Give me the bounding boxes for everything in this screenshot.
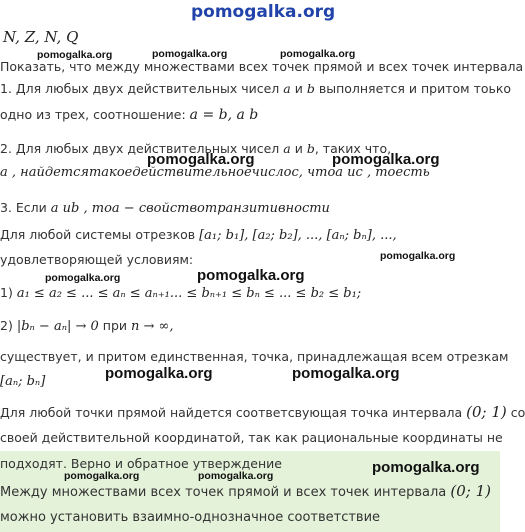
segments-math: [a₁; b₁], [a₂; b₂], ..., [aₙ; bₙ], ...,	[199, 228, 397, 243]
condition-2-when: при	[102, 318, 128, 333]
condition-1	[0, 285, 361, 301]
conclusion-tail: со	[510, 405, 525, 420]
axiom-1-line-2	[0, 107, 258, 123]
segments-line	[0, 227, 397, 243]
watermark: pomogalka.org	[280, 48, 356, 60]
interval-0-1: (0; 1)	[466, 403, 507, 421]
watermark: pomogalka.org	[105, 365, 213, 382]
existence-statement: существует, и притом единственная, точка, принадлежащая всем отрезкам	[0, 349, 509, 364]
condition-1-prefix: 1)	[0, 285, 13, 300]
conclusion-line-1	[0, 403, 525, 421]
watermark: pomogalka.org	[64, 470, 140, 482]
axiom-2-rest: , таких что,	[314, 141, 392, 156]
watermark: pomogalka.org	[198, 470, 274, 482]
axiom-2-text: 2. Для любых двух действительных чисел	[0, 141, 280, 156]
conditions-label: удовлетворяющей условиям:	[0, 252, 194, 267]
math-a: a	[283, 81, 291, 96]
math-b: b	[306, 81, 315, 96]
segments-text: Для любой системы отрезков	[0, 227, 196, 242]
and-word: и	[294, 141, 303, 156]
math-relation: a = b, a b	[189, 107, 259, 123]
condition-2-prefix: 2)	[0, 318, 13, 333]
math-b: b	[306, 141, 315, 156]
task-statement: Показать, что между множествами всех точек прямой и всех точек интервала	[0, 59, 524, 74]
math-a: a	[283, 141, 291, 156]
axiom-1-rest: выполняется и притом тоько	[318, 81, 512, 96]
watermark: pomogalka.org	[380, 250, 456, 262]
axiom-3	[0, 200, 330, 216]
watermark: pomogalka.org	[37, 49, 113, 61]
axiom-2-math: a , найдетсятакоедействительноечислос, чтоа ис , тоесть	[0, 165, 430, 180]
axiom-1-line-1	[0, 81, 511, 96]
condition-2-math: |bₙ − aₙ| → 0	[16, 319, 99, 334]
watermark: pomogalka.org	[147, 151, 255, 168]
axiom-3-prefix: 3. Если	[0, 200, 47, 215]
interval-math: [aₙ; bₙ]	[0, 374, 46, 389]
condition-2	[0, 318, 174, 334]
conclusion-line-2: своей действительной координатой, так как рациональные координаты не	[0, 430, 503, 445]
watermark: pomogalka.org	[152, 48, 228, 60]
axiom-3-math: a ub , тоа − свойствотранзитивности	[50, 201, 330, 216]
watermark: pomogalka.org	[197, 267, 305, 284]
conclusion-text-1: Для любой точки прямой найдется соответсвующая точка интервала	[0, 405, 463, 420]
axiom-1-text: 1. Для любых двух действительных чисел	[0, 81, 280, 96]
watermark: pomogalka.org	[45, 272, 121, 284]
conclusion-line-3: подходят. Верно и обратное утверждение	[0, 456, 282, 471]
condition-1-math: a₁ ≤ a₂ ≤ ... ≤ aₙ ≤ aₙ₊₁... ≤ bₙ₊₁ ≤ bₙ ≤ ... ≤ b₂ ≤ b₁;	[16, 286, 362, 301]
answer-line-1	[0, 482, 491, 500]
answer-line-2: можно установить взаимно-однозначное соответствие	[0, 510, 381, 525]
answer-interval: (0; 1)	[450, 482, 492, 500]
watermark: pomogalka.org	[372, 459, 480, 476]
watermark: pomogalka.org	[292, 365, 400, 382]
number-sets: N, Z, N, Q	[3, 28, 79, 46]
watermark: pomogalka.org	[332, 151, 440, 168]
condition-2-limit: n → ∞,	[131, 319, 174, 334]
site-logo[interactable]: pomogalka.org	[191, 2, 336, 22]
answer-text-1: Между множествами всех точек прямой и всех точек интервала	[0, 485, 447, 500]
and-word: и	[294, 81, 303, 96]
axiom-1-text-2: одно из трех, соотношение:	[0, 107, 186, 122]
